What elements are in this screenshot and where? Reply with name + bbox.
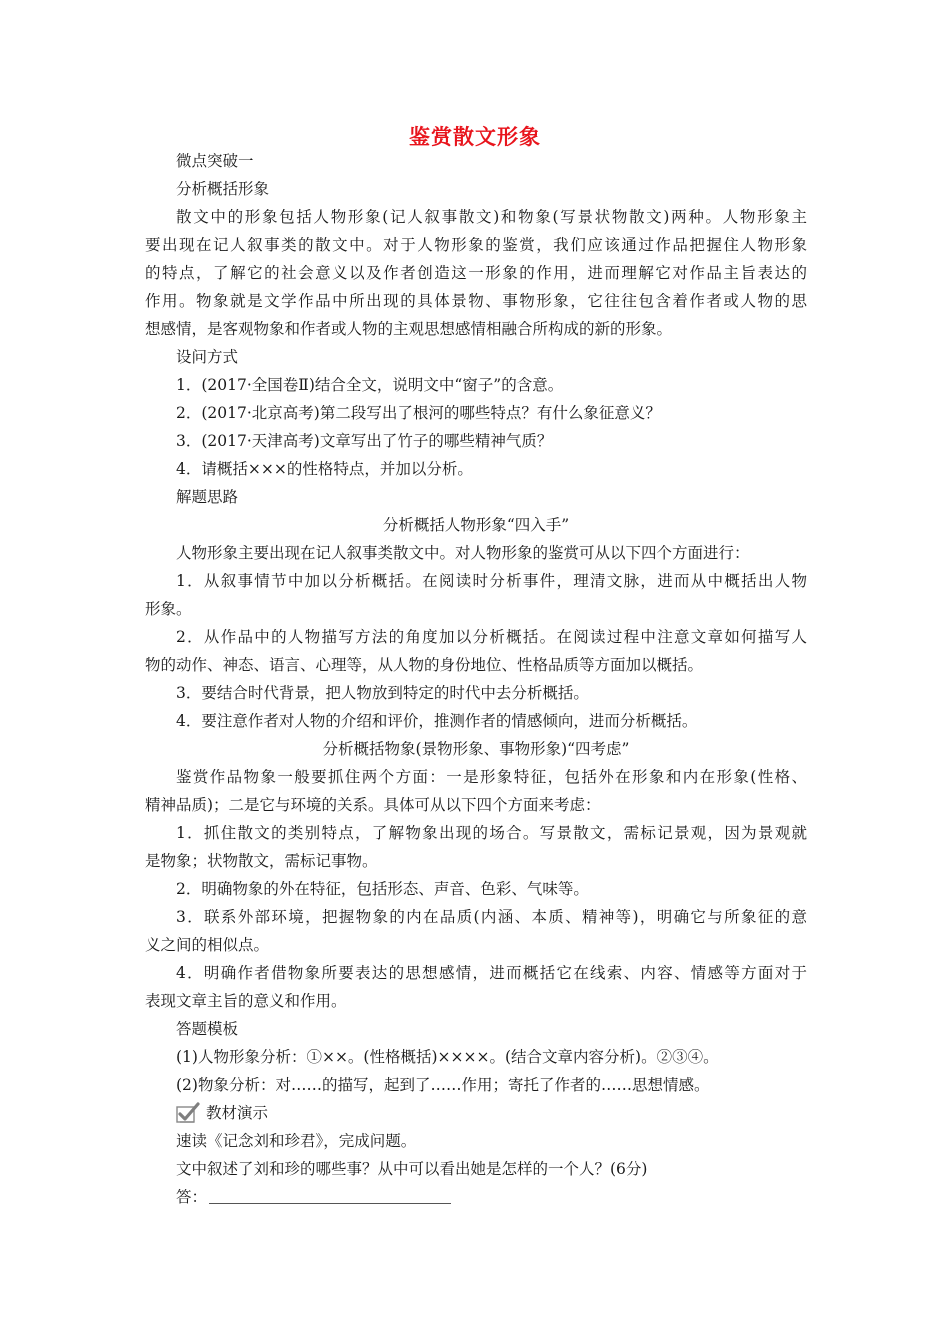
person-heading: 分析概括人物形象“四入手” xyxy=(382,516,570,534)
point-line: 表现文章主旨的意义和作用。 xyxy=(145,992,347,1010)
object-point: 2．明确物象的外在特征，包括形态、声音、色彩、气味等。 xyxy=(176,880,589,898)
read-instruction: 速读《记念刘和珍君》，完成问题。 xyxy=(176,1132,417,1150)
intro-line: 想感情，是客观物象和作者或人物的主观思想感情相融合所构成的新的形象。 xyxy=(145,320,673,338)
demo-label: 教材演示 xyxy=(206,1104,269,1122)
intro-line: 要出现在记人叙事类的散文中。对于人物形象的鉴赏，我们应该通过作品把握住人物形象 xyxy=(145,236,807,254)
object-point xyxy=(145,903,807,959)
question-item: 3．(2017·天津高考)文章写出了竹子的哪些精神气质？ xyxy=(176,432,553,450)
page-title: 鉴赏散文形象 xyxy=(409,125,541,149)
point-line: 4．明确作者借物象所要表达的思想感情，进而概括它在线索、内容、情感等方面对于 xyxy=(176,964,807,982)
point-line: 物的动作、神态、语言、心理等，从人物的身份地位、性格品质等方面加以概括。 xyxy=(145,656,704,674)
object-point xyxy=(145,959,807,1015)
answer-blank[interactable] xyxy=(209,1185,451,1204)
point-line: 1．抓住散文的类别特点，了解物象出现的场合。写景散文，需标记景观，因为景观就 xyxy=(176,824,807,842)
person-point: 4．要注意作者对人物的介绍和评价，推测作者的情感倾向，进而分析概括。 xyxy=(176,712,698,730)
document-body xyxy=(145,147,807,1211)
point-line: 3．联系外部环境，把握物象的内在品质(内涵、本质、精神等)，明确它与所象征的意 xyxy=(176,908,807,926)
intro-paragraph xyxy=(145,203,807,343)
person-point xyxy=(145,623,807,679)
point-line: 2．从作品中的人物描写方法的角度加以分析概括。在阅读过程中注意文章如何描写人 xyxy=(176,628,807,646)
point-line: 形象。 xyxy=(145,600,192,618)
intro-line: 精神品质)；二是它与环境的关系。具体可从以下四个方面来考虑： xyxy=(145,796,601,814)
question-heading: 设问方式 xyxy=(176,348,239,366)
person-point: 3．要结合时代背景，把人物放到特定的时代中去分析概括。 xyxy=(176,684,589,702)
intro-line: 散文中的形象包括人物形象(记人叙事散文)和物象(写景状物散文)两种。人物形象主 xyxy=(176,208,807,226)
answer-row xyxy=(145,1183,807,1211)
point-line: 1．从叙事情节中加以分析概括。在阅读时分析事件，理清文脉，进而从中概括出人物 xyxy=(176,572,807,590)
subsection-heading: 分析概括形象 xyxy=(176,180,270,198)
question-item: 1．(2017·全国卷Ⅱ)结合全文，说明文中“窗子”的含意。 xyxy=(176,376,564,394)
object-intro xyxy=(145,763,807,819)
approach-heading: 解题思路 xyxy=(176,488,239,506)
question-item: 2．(2017·北京高考)第二段写出了根河的哪些特点？有什么象征意义？ xyxy=(176,404,661,422)
demo-heading xyxy=(145,1099,807,1127)
object-point xyxy=(145,819,807,875)
check-book-icon xyxy=(176,1102,200,1124)
intro-line: 鉴赏作品物象一般要抓住两个方面：一是形象特征，包括外在形象和内在形象(性格、 xyxy=(176,768,807,786)
template-heading: 答题模板 xyxy=(176,1020,239,1038)
point-line: 是物象；状物散文，需标记事物。 xyxy=(145,852,378,870)
section-heading: 微点突破一 xyxy=(176,152,254,170)
person-intro: 人物形象主要出现在记人叙事类散文中。对人物形象的鉴赏可从以下四个方面进行： xyxy=(176,544,750,562)
task-question: 文中叙述了刘和珍的哪些事？从中可以看出她是怎样的一个人？(6分) xyxy=(176,1160,648,1178)
object-heading: 分析概括物象(景物形象、事物形象)“四考虑” xyxy=(322,740,630,758)
intro-line: 作用。物象就是文学作品中所出现的具体景物、事物形象，它往往包含着作者或人物的思 xyxy=(145,292,807,310)
person-point xyxy=(145,567,807,623)
answer-label: 答： xyxy=(176,1188,208,1206)
point-line: 义之间的相似点。 xyxy=(145,936,270,954)
intro-line: 的特点，了解它的社会意义以及作者创造这一形象的作用，进而理解它对作品主旨表达的 xyxy=(145,264,807,282)
template-item: (1)人物形象分析：①××。(性格概括)××××。(结合文章内容分析)。②③④。 xyxy=(176,1048,719,1066)
template-item: (2)物象分析：对……的描写，起到了……作用；寄托了作者的……思想情感。 xyxy=(176,1076,710,1094)
question-item: 4．请概括×××的性格特点，并加以分析。 xyxy=(176,460,473,478)
